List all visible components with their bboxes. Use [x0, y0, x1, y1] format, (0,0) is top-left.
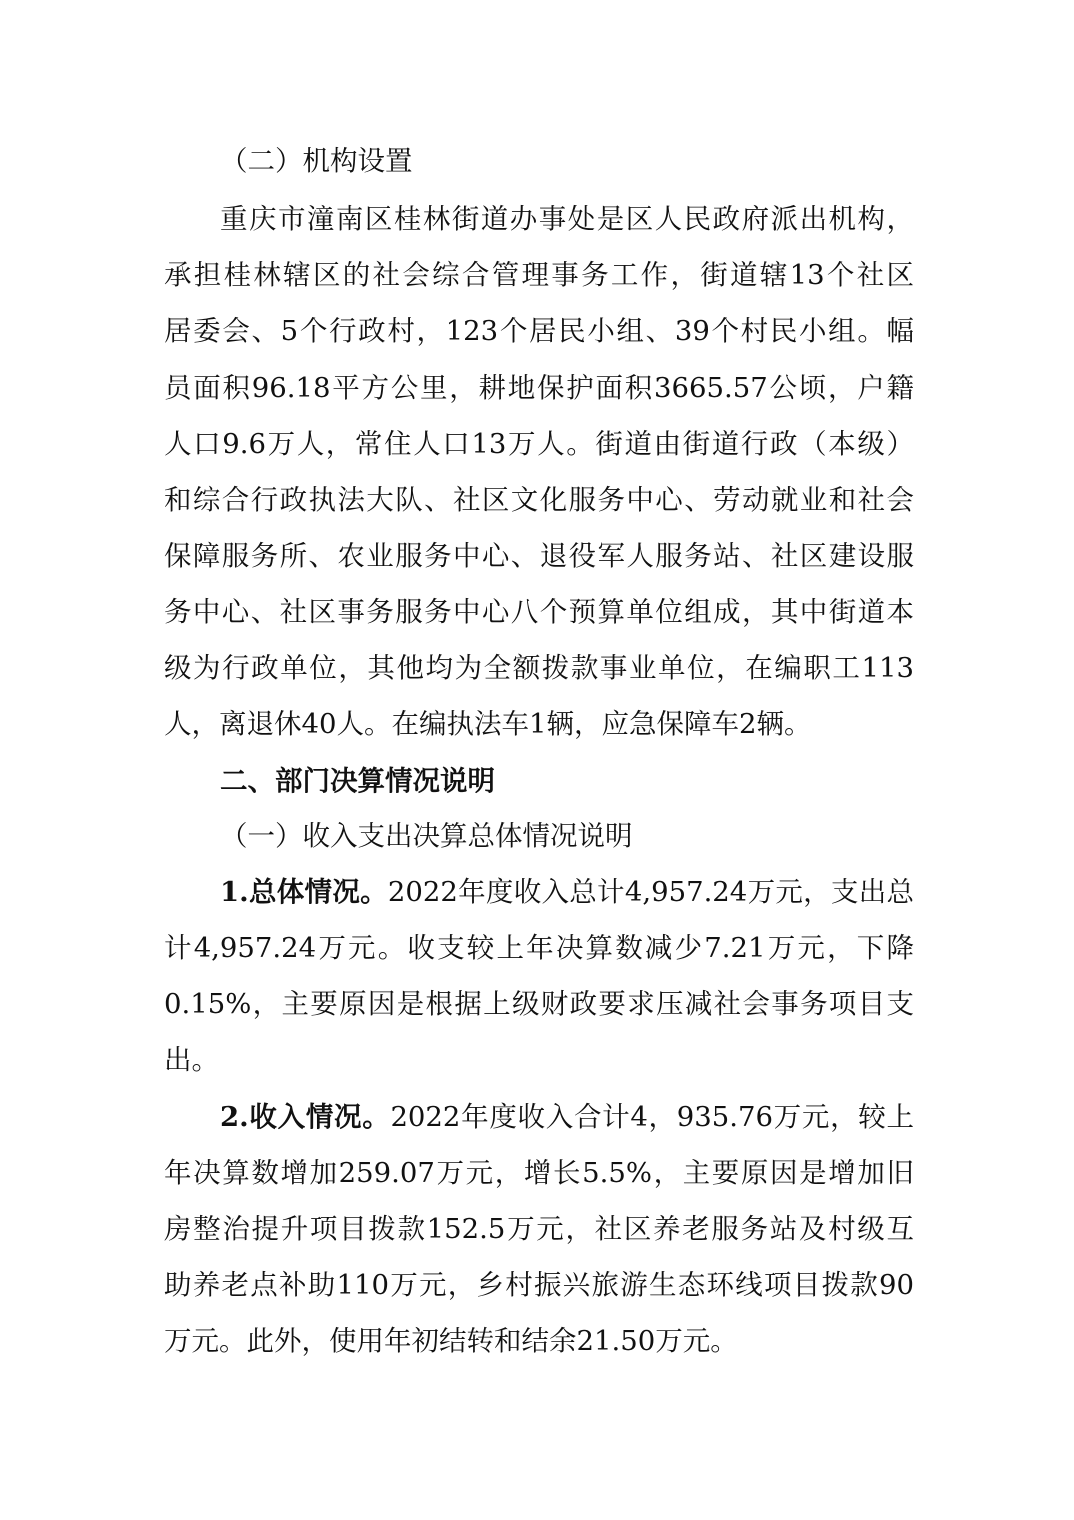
income-first-line	[220, 1097, 914, 1137]
overall-first-rest: 2022年度收入总计4,957.24万元，支出总	[387, 876, 914, 908]
section-two-heading: 二、部门决算情况说明	[220, 765, 495, 797]
org-line-4: 员面积96.18平方公里，耕地保护面积3665.57公顷，户籍	[164, 372, 914, 404]
org-line-5: 人口9.6万人，常住人口13万人。街道由街道行政（本级）	[164, 428, 914, 460]
org-line-9: 级为行政单位，其他均为全额拨款事业单位，在编职工113	[164, 652, 914, 684]
org-line-1: 重庆市潼南区桂林街道办事处是区人民政府派出机构，	[220, 203, 914, 235]
income-line-3: 房整治提升项目拨款152.5万元，社区养老服务站及村级互	[164, 1213, 914, 1245]
overall-first-line	[220, 872, 914, 912]
org-line-6: 和综合行政执法大队、社区文化服务中心、劳动就业和社会	[164, 484, 914, 516]
overall-line-4: 出。	[164, 1044, 219, 1076]
income-lead: 2.收入情况。	[220, 1101, 391, 1133]
overall-line-3: 0.15%，主要原因是根据上级财政要求压减社会事务项目支	[164, 988, 914, 1020]
org-line-7: 保障服务所、农业服务中心、退役军人服务站、社区建设服	[164, 540, 914, 572]
org-line-10: 人，离退休40人。在编执法车1辆，应急保障车2辆。	[164, 708, 812, 740]
org-line-3: 居委会、5个行政村，123个居民小组、39个村民小组。幅	[164, 315, 914, 347]
income-line-4: 助养老点补助110万元，乡村振兴旅游生态环线项目拨款90	[164, 1269, 914, 1301]
overall-line-2: 计4,957.24万元。收支较上年决算数减少7.21万元，下降	[164, 932, 914, 964]
section-summary-title: （一）收入支出决算总体情况说明	[220, 820, 633, 852]
income-line-5: 万元。此外，使用年初结转和结余21.50万元。	[164, 1325, 738, 1357]
income-line-2: 年决算数增加259.07万元，增长5.5%，主要原因是增加旧	[164, 1157, 914, 1189]
section-org-title: （二）机构设置	[220, 145, 413, 177]
income-first-rest: 2022年度收入合计4，935.76万元，较上	[390, 1101, 914, 1133]
org-line-8: 务中心、社区事务服务中心八个预算单位组成，其中街道本	[164, 596, 914, 628]
overall-lead: 1.总体情况。	[220, 876, 388, 908]
org-line-2: 承担桂林辖区的社会综合管理事务工作，街道辖13个社区	[164, 259, 914, 291]
